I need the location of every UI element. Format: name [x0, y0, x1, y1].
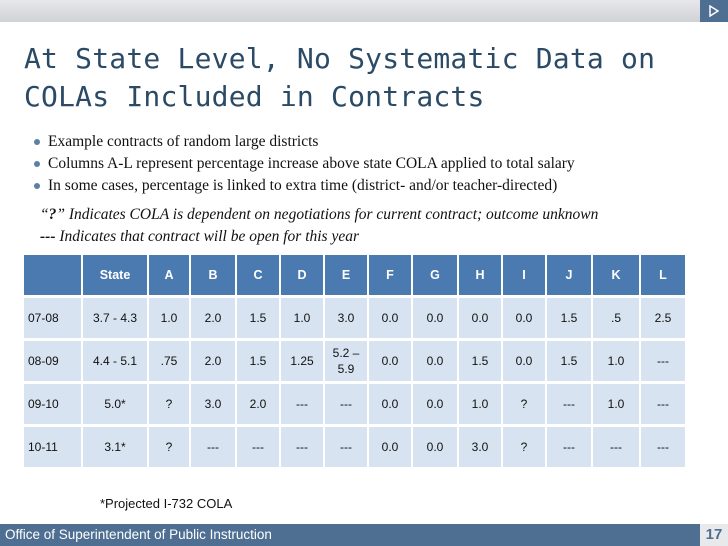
table-header-cell: B — [190, 255, 236, 297]
table-cell: 0.0 — [368, 297, 412, 340]
table-header-cell: F — [368, 255, 412, 297]
table-row — [24, 426, 686, 468]
table-cell: --- — [324, 426, 368, 468]
table-cell: 2.0 — [236, 383, 280, 426]
table-cell: 1.0 — [592, 383, 640, 426]
table-cell: 3.0 — [190, 383, 236, 426]
table-cell: 0.0 — [502, 297, 546, 340]
table-cell: --- — [546, 383, 592, 426]
table-cell: --- — [324, 383, 368, 426]
table-cell: 1.0 — [592, 340, 640, 383]
note-dash — [40, 226, 598, 248]
triangle-right-icon — [709, 5, 719, 17]
row-year-cell: 09-10 — [24, 383, 82, 426]
note-quote: “ — [40, 206, 49, 223]
row-year-cell: 07-08 — [24, 297, 82, 340]
table-header-cell: H — [458, 255, 502, 297]
bullet-item — [34, 131, 575, 153]
bullet-item — [34, 175, 575, 197]
table-cell: 2.0 — [190, 340, 236, 383]
page-number: 17 — [705, 526, 723, 543]
table-cell: 5.0* — [82, 383, 148, 426]
table-cell: 0.0 — [368, 383, 412, 426]
table-cell: ? — [148, 383, 190, 426]
top-nav-arrow — [700, 0, 728, 22]
table-cell: 0.0 — [412, 426, 458, 468]
bullet-list — [34, 131, 575, 197]
table-cell: --- — [546, 426, 592, 468]
table-header-cell: K — [592, 255, 640, 297]
table-cell: 0.0 — [368, 340, 412, 383]
table-cell: 3.0 — [458, 426, 502, 468]
table-cell: ? — [148, 426, 190, 468]
bullet-dot-icon — [34, 183, 40, 189]
table-cell: --- — [280, 383, 324, 426]
table-cell: 0.0 — [368, 426, 412, 468]
slide-title: At State Level, No Systematic Data on COLAs Included in Contracts — [24, 42, 656, 113]
bullet-dot-icon — [34, 161, 40, 167]
table-cell: ? — [502, 426, 546, 468]
table-cell: 2.5 — [640, 297, 686, 340]
table-cell: 0.0 — [412, 383, 458, 426]
table-header-cell: D — [280, 255, 324, 297]
table-cell: --- — [236, 426, 280, 468]
table-header-row — [24, 255, 686, 297]
table-cell: 0.0 — [458, 297, 502, 340]
table-row — [24, 340, 686, 383]
row-year-cell: 10-11 — [24, 426, 82, 468]
table-cell: 1.5 — [458, 340, 502, 383]
table-header-cell: State — [82, 255, 148, 297]
top-decor-bar — [0, 0, 700, 22]
table-cell: 1.0 — [458, 383, 502, 426]
note-question — [40, 204, 598, 226]
table-header-cell: A — [148, 255, 190, 297]
note-dash-text: Indicates that contract will be open for this year — [55, 228, 359, 245]
table-cell: ? — [502, 383, 546, 426]
footer — [0, 524, 728, 546]
table-cell: 1.25 — [280, 340, 324, 383]
note-question-mark: ? — [48, 206, 57, 223]
table-cell: 3.1* — [82, 426, 148, 468]
table-cell: --- — [640, 426, 686, 468]
bullet-text: Columns A-L represent percentage increase above state COLA applied to total salary — [48, 155, 575, 172]
table-header-cell: I — [502, 255, 546, 297]
table-cell: 0.0 — [412, 340, 458, 383]
note-dash-mark: --- — [40, 228, 56, 245]
legend-notes — [40, 204, 598, 248]
table-row — [24, 383, 686, 426]
cola-table — [24, 255, 687, 467]
table-cell: 1.5 — [546, 297, 592, 340]
table-cell: 1.5 — [546, 340, 592, 383]
row-year-cell: 08-09 — [24, 340, 82, 383]
table-cell: 2.0 — [190, 297, 236, 340]
bullet-dot-icon — [34, 139, 40, 145]
table-cell: 0.0 — [412, 297, 458, 340]
table-cell: .75 — [148, 340, 190, 383]
bullet-item — [34, 153, 575, 175]
table-cell: --- — [592, 426, 640, 468]
footnote: *Projected I-732 COLA — [100, 496, 233, 511]
bullet-text: In some cases, percentage is linked to extra time (district- and/or teacher-directed) — [48, 177, 558, 194]
table-row — [24, 297, 686, 340]
table-cell: 4.4 - 5.1 — [82, 340, 148, 383]
table-cell: 3.7 - 4.3 — [82, 297, 148, 340]
table-header-cell: J — [546, 255, 592, 297]
table-cell: --- — [280, 426, 324, 468]
table-cell: .5 — [592, 297, 640, 340]
table-cell: --- — [640, 383, 686, 426]
table-cell: 5.2 – 5.9 — [324, 340, 368, 383]
table-cell: 1.0 — [280, 297, 324, 340]
table-header-corner — [24, 255, 82, 297]
table-cell: 1.5 — [236, 340, 280, 383]
table-header-cell: C — [236, 255, 280, 297]
table-cell: 0.0 — [502, 340, 546, 383]
table-cell: --- — [190, 426, 236, 468]
table-header-cell: G — [412, 255, 458, 297]
table-header-cell: L — [640, 255, 686, 297]
bullet-text: Example contracts of random large districts — [48, 133, 319, 150]
table-cell: --- — [640, 340, 686, 383]
table-header-cell: E — [324, 255, 368, 297]
table-cell: 1.5 — [236, 297, 280, 340]
footer-text: Office of Superintendent of Public Instruction — [5, 527, 272, 542]
table-cell: 3.0 — [324, 297, 368, 340]
table-cell: 1.0 — [148, 297, 190, 340]
note-question-text: ” Indicates COLA is dependent on negotiations for current contract; outcome unknown — [56, 206, 599, 223]
footer-bar — [0, 524, 700, 546]
